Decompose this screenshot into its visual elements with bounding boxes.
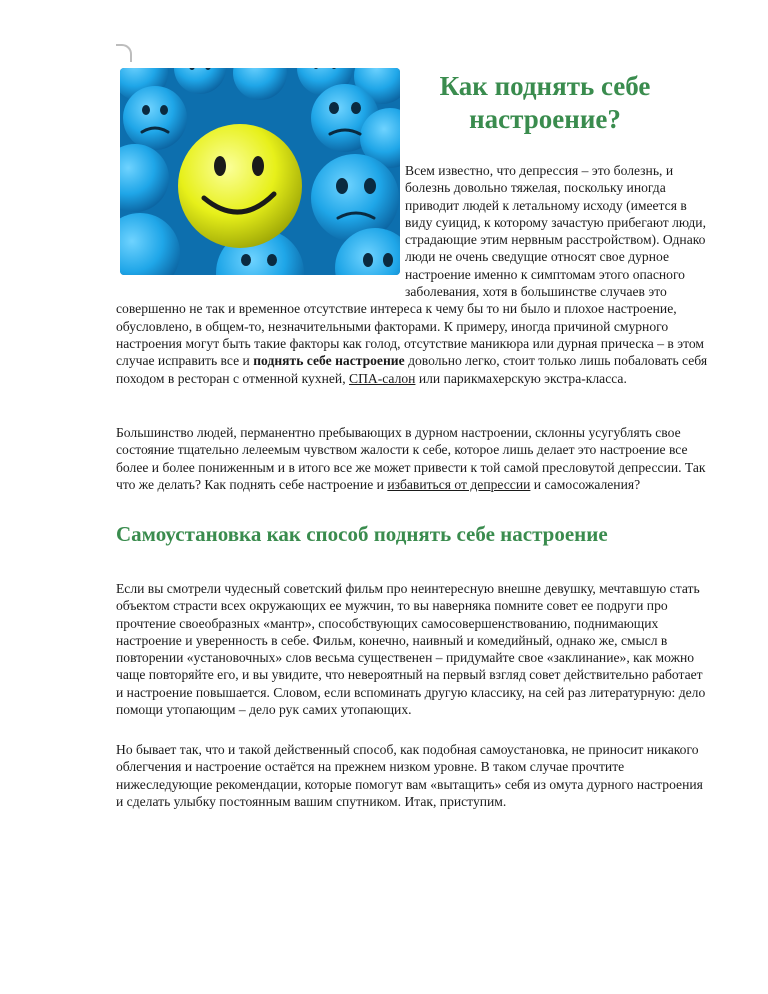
section-heading: Самоустановка как способ поднять себе настроение	[116, 522, 608, 546]
second-text-b: и самосожаления?	[530, 476, 641, 492]
page-title: Как поднять себе настроение?	[439, 71, 651, 134]
intro-bold-phrase: поднять себе настроение	[253, 353, 405, 369]
spa-salon-link[interactable]: СПА-салон	[349, 370, 416, 386]
fourth-paragraph: Но бывает так, что и такой действенный способ, как подобная самоустановка, не приносит никакого облегчения и настроение остаётся на прежнем низком уровне. В таком случае прочтите нижеследующие рекомендации, которые помогут вам «вытащить» себя из омута дурного настроения и сделать улыбку постоянным вашим спутником. Итак, приступим.	[116, 742, 703, 809]
depression-link[interactable]: избавиться от депрессии	[387, 476, 531, 492]
second-text-a: Большинство людей, перманентно пребывающих в дурном настроении, склонны усугублять свое состояние тщательно лелеемым чувством жалости к себе, которое лишь делает это настроение все более и более пониженным и в итого все же может привести к той самой пресловутой депрессии. Так что же делать? Как поднять себе настроение и	[116, 425, 706, 492]
intro-paragraph-wrap	[116, 162, 712, 387]
intro-text-b: довольно легко, стоит только лишь побаловать себя походом в ресторан с отменной кухней,	[116, 353, 708, 386]
intro-text-a: Всем известно, что депрессия – это болезнь, и болезнь довольно тяжелая, поскольку иногда приводит людей к летальному исходу (имеется в виду суицид, к которому зачастую прибегают люди, страдающие этим нервным расстройством). Однако люди не очень сведущие относят свое дурное настроение именно к симптомам этого опасного заболевания, хотя в большинстве случаев это совершенно не так и временное отсутствие интереса к чему бы то ни было и плохое настроение, обусловлено, в общем-то, незначительными факторами. К примеру, иногда причиной смурного настроения могут быть такие факторы как голод, отсутствие маникюра или дурная прическа – в этом случае исправить все и	[116, 163, 706, 369]
image-float-spacer	[116, 162, 405, 289]
second-paragraph	[116, 424, 712, 493]
third-paragraph: Если вы смотрели чудесный советский фильм про неинтересную внешне девушку, мечтавшую стать объектом страсти всех окружающих ее мужчин, то вы наверняка помните совет ее подруги про прочтение своеобразных «мантр», способствующих самосовершенствованию, поднимающих настроение и уверенность в себе. Фильм, конечно, наивный и комедийный, однако же, смысл в повторении «установочных» слов весьма существенен – придумайте свое «заклинание», как можно чаще повторяйте его, и вы увидите, что невероятный на первый взгляд совет действительно работает и настроение повышается. Словом, если вспоминать другую классику, на сей раз литературную: дело помощи утопающим – дело рук самих утопающих.	[116, 581, 706, 718]
intro-text-c: или парикмахерскую экстра-класса.	[415, 370, 627, 386]
page-corner-mark	[116, 44, 132, 62]
